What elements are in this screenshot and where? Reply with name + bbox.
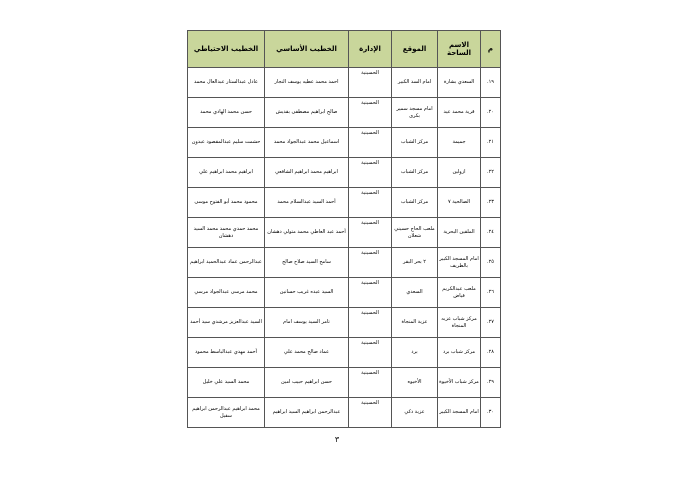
cell-num: ٢٩. bbox=[481, 368, 501, 398]
prayer-schedule-page bbox=[187, 30, 500, 428]
cell-name: امام المسجد الكبير بالطريف bbox=[438, 248, 481, 278]
cell-main-preacher: السيد عبده غريب حسانين bbox=[265, 278, 349, 308]
cell-site: ملعب الحاج حسيني شعلان bbox=[392, 218, 438, 248]
cell-backup-preacher: حسن محمد الهادي محمد bbox=[188, 98, 265, 128]
cell-name: قرية محمد عيد bbox=[438, 98, 481, 128]
cell-backup-preacher: محمود محمد أبو الفتوح موسى bbox=[188, 188, 265, 218]
cell-admin: الحسينية bbox=[349, 188, 392, 218]
table-row bbox=[188, 248, 501, 278]
cell-site: امام مسجد سمير بكرى bbox=[392, 98, 438, 128]
cell-admin: الحسينية bbox=[349, 68, 392, 98]
cell-main-preacher: أحمد عبد العاطي محمد متولي دهشان bbox=[265, 218, 349, 248]
cell-site: مركز الشباب bbox=[392, 128, 438, 158]
cell-num: ٢٦. bbox=[481, 278, 501, 308]
cell-name: مركز شباب الأخيوة bbox=[438, 368, 481, 398]
cell-site: ٢ بحر البقر bbox=[392, 248, 438, 278]
table-row bbox=[188, 338, 501, 368]
cell-backup-preacher: السيد عبدالعزيز مرشدي سيد أحمد bbox=[188, 308, 265, 338]
cell-site: مركز الشباب bbox=[392, 188, 438, 218]
table-row bbox=[188, 218, 501, 248]
cell-admin: الحسينية bbox=[349, 308, 392, 338]
cell-admin: الحسينية bbox=[349, 218, 392, 248]
table-row bbox=[188, 308, 501, 338]
table-row bbox=[188, 368, 501, 398]
cell-num: ١٩. bbox=[481, 68, 501, 98]
table-row bbox=[188, 98, 501, 128]
cell-num: ٢٢. bbox=[481, 158, 501, 188]
cell-name: مركز شباب برد bbox=[438, 338, 481, 368]
cell-name: الصالحية ٧ bbox=[438, 188, 481, 218]
cell-name: ملعب عبدالكريم فياض bbox=[438, 278, 481, 308]
cell-main-preacher: أحمد السيد عبدالسلام محمد bbox=[265, 188, 349, 218]
cell-admin: الحسينية bbox=[349, 368, 392, 398]
cell-backup-preacher: حشمت سليم عبدالمقصود عبدون bbox=[188, 128, 265, 158]
cell-backup-preacher: محمد مرسى عبدالجواد مرسي bbox=[188, 278, 265, 308]
cell-site: عزبة ذكي bbox=[392, 398, 438, 428]
cell-num: ٣٠. bbox=[481, 398, 501, 428]
cell-site: برد bbox=[392, 338, 438, 368]
cell-num: ٢١. bbox=[481, 128, 501, 158]
table-row bbox=[188, 398, 501, 428]
table-row bbox=[188, 278, 501, 308]
cell-num: ٢٤. bbox=[481, 218, 501, 248]
header-site: الموقع bbox=[392, 31, 438, 68]
table-row bbox=[188, 158, 501, 188]
cell-site: امام السد الكبير bbox=[392, 68, 438, 98]
cell-main-preacher: صالح ابراهيم مصطفى بقديش bbox=[265, 98, 349, 128]
cell-name: مركز شباب عزبه المنجاة bbox=[438, 308, 481, 338]
table-row bbox=[188, 68, 501, 98]
cell-backup-preacher: عبدالرحمن عماد عبدالحميد ابراهيم bbox=[188, 248, 265, 278]
cell-name: الملقين البحرية bbox=[438, 218, 481, 248]
cell-admin: الحسينية bbox=[349, 338, 392, 368]
cell-main-preacher: اسماعيل محمد عبدالجواد محمد bbox=[265, 128, 349, 158]
table-row bbox=[188, 128, 501, 158]
cell-admin: الحسينية bbox=[349, 158, 392, 188]
cell-admin: الحسينية bbox=[349, 278, 392, 308]
header-num: م bbox=[481, 31, 501, 68]
cell-site: السعدي bbox=[392, 278, 438, 308]
cell-name: ازولين bbox=[438, 158, 481, 188]
cell-main-preacher: عبدالرحمن ابراهيم السيد ابراهيم bbox=[265, 398, 349, 428]
cell-main-preacher: عماد صالح محمد علي bbox=[265, 338, 349, 368]
cell-main-preacher: سامح السيد صلاح صالح bbox=[265, 248, 349, 278]
cell-name: جميمة bbox=[438, 128, 481, 158]
header-main-preacher: الخطيب الأساسي bbox=[265, 31, 349, 68]
cell-name: السعدي بشارة bbox=[438, 68, 481, 98]
cell-admin: الحسينية bbox=[349, 398, 392, 428]
header-name: الاسم الساحة bbox=[438, 31, 481, 68]
cell-site: مركز الشباب bbox=[392, 158, 438, 188]
cell-backup-preacher: ابراهيم محمد ابراهيم علي bbox=[188, 158, 265, 188]
header-admin: الإدارة bbox=[349, 31, 392, 68]
page-number: ٣ bbox=[334, 435, 340, 444]
preachers-table bbox=[187, 30, 501, 428]
cell-admin: الحسينية bbox=[349, 128, 392, 158]
cell-backup-preacher: محمد حمدي محمد محمد السيد دهشان bbox=[188, 218, 265, 248]
cell-main-preacher: ابراهيم محمد ابراهيم الشافعي bbox=[265, 158, 349, 188]
table-row bbox=[188, 188, 501, 218]
header-backup-preacher: الخطيب الاحتياطي bbox=[188, 31, 265, 68]
cell-num: ٢٠. bbox=[481, 98, 501, 128]
cell-name: امام المسجد الكبير bbox=[438, 398, 481, 428]
cell-backup-preacher: محمد السيد علي خليل bbox=[188, 368, 265, 398]
cell-site: عزبة المنجاة bbox=[392, 308, 438, 338]
cell-num: ٢٣. bbox=[481, 188, 501, 218]
cell-num: ٢٧. bbox=[481, 308, 501, 338]
cell-site: الأخيوه bbox=[392, 368, 438, 398]
cell-admin: الحسينية bbox=[349, 98, 392, 128]
cell-main-preacher: تامر السيد يوسف امام bbox=[265, 308, 349, 338]
cell-num: ٢٨. bbox=[481, 338, 501, 368]
cell-main-preacher: احمد محمد عطيه يوسف النجار bbox=[265, 68, 349, 98]
cell-backup-preacher: أحمد مهدي عبدالباسط محمود bbox=[188, 338, 265, 368]
cell-main-preacher: حسن ابراهيم حبيب امين bbox=[265, 368, 349, 398]
cell-backup-preacher: محمد ابراهيم عبدالرحمن ابراهيم سقيل bbox=[188, 398, 265, 428]
table-header-row bbox=[188, 31, 501, 68]
cell-num: ٢٥. bbox=[481, 248, 501, 278]
cell-backup-preacher: عادل عبدالستار عبدالعال محمد bbox=[188, 68, 265, 98]
cell-admin: الحسينية bbox=[349, 248, 392, 278]
